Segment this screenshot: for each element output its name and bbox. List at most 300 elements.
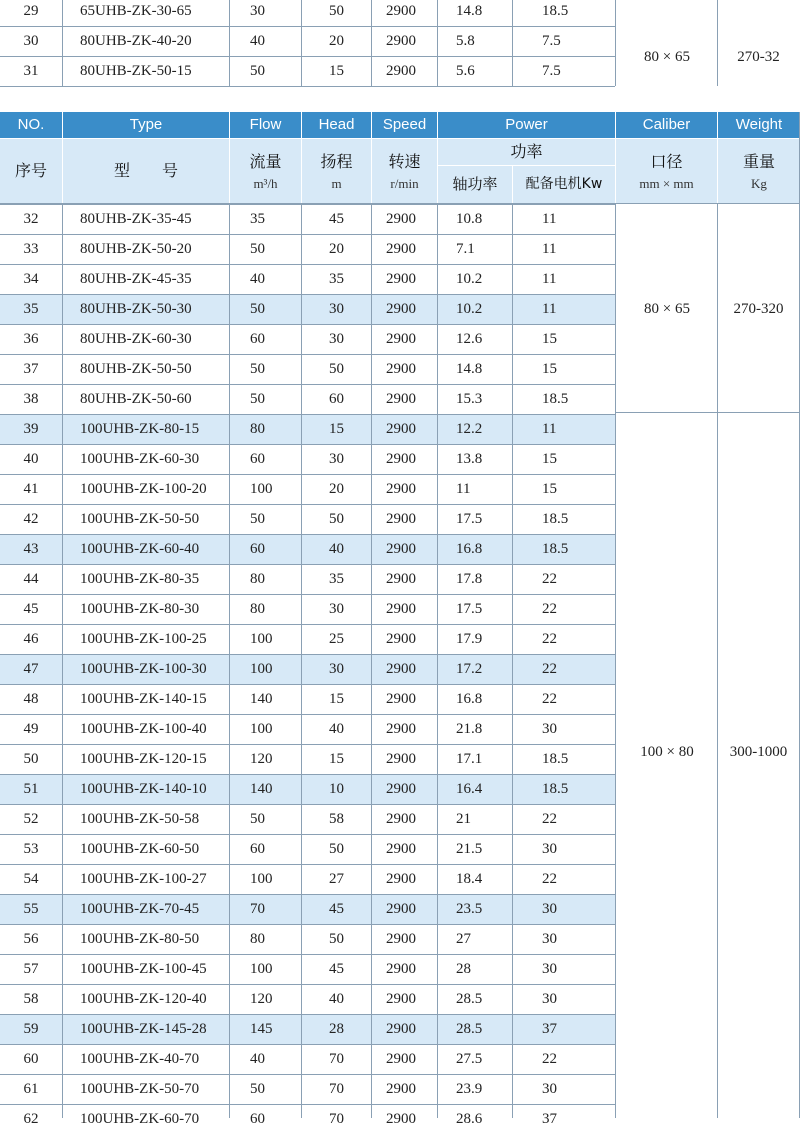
cell-motor: 22 — [542, 631, 557, 647]
cell-type: 100UHB-ZK-100-20 — [80, 481, 207, 497]
cell-type: 80UHB-ZK-50-30 — [80, 301, 192, 317]
cell-speed: 2900 — [386, 301, 416, 317]
row-divider — [0, 654, 615, 655]
cell-no: 45 — [23, 601, 39, 617]
cell-flow: 50 — [250, 301, 265, 317]
cell-motor: 18.5 — [542, 391, 569, 407]
header-caliber: Caliber — [616, 112, 717, 138]
cell-speed: 2900 — [386, 811, 416, 827]
cell-speed: 2900 — [386, 751, 416, 767]
cell-flow: 40 — [250, 1051, 265, 1067]
header-power: Power — [438, 112, 615, 138]
row-divider — [0, 294, 615, 295]
header-zh-weight: 重量 Kg — [718, 139, 800, 203]
cell-head: 40 — [329, 541, 344, 557]
row-divider — [0, 624, 615, 625]
header-flow: Flow — [230, 112, 301, 138]
cell-type: 80UHB-ZK-50-20 — [80, 241, 192, 257]
cell-motor: 30 — [542, 1081, 557, 1097]
table-row — [0, 624, 615, 654]
cell-motor: 15 — [542, 331, 557, 347]
cell-motor: 30 — [542, 961, 557, 977]
cell-shaft: 16.8 — [456, 691, 483, 707]
cell-shaft: 10.8 — [456, 211, 483, 227]
cell-flow: 100 — [250, 721, 273, 737]
row-divider — [0, 204, 615, 205]
cell-motor: 30 — [542, 991, 557, 1007]
cell-head: 40 — [329, 721, 344, 737]
table-row — [0, 204, 615, 234]
cell-no: 49 — [23, 721, 39, 737]
cell-no: 59 — [23, 1021, 39, 1037]
cell-no: 43 — [23, 541, 39, 557]
cell-head: 30 — [329, 331, 344, 347]
cell-motor: 11 — [542, 211, 557, 227]
header-zh-speed: 转速 r/min — [372, 139, 437, 203]
row-divider — [0, 924, 615, 925]
cell-speed: 2900 — [386, 661, 416, 677]
cell-head: 28 — [329, 1021, 344, 1037]
cell-speed: 2900 — [386, 391, 416, 407]
cell-speed: 2900 — [386, 511, 416, 527]
cell-motor: 15 — [542, 451, 557, 467]
cell-no: 46 — [23, 631, 39, 647]
cell-no: 29 — [23, 3, 39, 19]
cell-shaft: 17.1 — [456, 751, 483, 767]
header-zh-caliber: 口径 mm × mm — [616, 139, 717, 203]
cell-no: 34 — [23, 271, 39, 287]
cell-type: 100UHB-ZK-60-70 — [80, 1111, 200, 1127]
row-divider — [0, 384, 615, 385]
cell-head: 30 — [329, 601, 344, 617]
cell-type: 80UHB-ZK-60-30 — [80, 331, 192, 347]
cell-type: 100UHB-ZK-100-27 — [80, 871, 207, 887]
cell-type: 100UHB-ZK-140-10 — [80, 781, 207, 797]
cell-head: 27 — [329, 871, 344, 887]
cell-shaft: 28 — [456, 961, 471, 977]
cell-type: 100UHB-ZK-70-45 — [80, 901, 200, 917]
cell-type: 100UHB-ZK-40-70 — [80, 1051, 200, 1067]
cell-flow: 60 — [250, 1111, 265, 1127]
cell-speed: 2900 — [386, 541, 416, 557]
cell-head: 50 — [329, 511, 344, 527]
cell-type: 100UHB-ZK-100-25 — [80, 631, 207, 647]
table-row — [0, 264, 615, 294]
cell-head: 20 — [329, 241, 344, 257]
cell-flow: 60 — [250, 331, 265, 347]
cell-flow: 60 — [250, 451, 265, 467]
cell-speed: 2900 — [386, 421, 416, 437]
cell-speed: 2900 — [386, 63, 416, 79]
cell-shaft: 27 — [456, 931, 471, 947]
row-divider — [0, 234, 615, 235]
cell-motor: 18.5 — [542, 541, 569, 557]
cell-shaft: 15.3 — [456, 391, 483, 407]
table-row — [0, 864, 615, 894]
cell-type: 100UHB-ZK-100-30 — [80, 661, 207, 677]
table-row — [0, 564, 615, 594]
cell-head: 50 — [329, 841, 344, 857]
column-divider — [371, 204, 372, 1118]
cell-motor: 7.5 — [542, 63, 561, 79]
row-divider — [0, 444, 615, 445]
row-divider — [0, 894, 615, 895]
row-divider — [0, 864, 615, 865]
cell-head: 70 — [329, 1051, 344, 1067]
column-divider — [301, 204, 302, 1118]
row-divider — [0, 834, 615, 835]
cell-no: 42 — [23, 511, 39, 527]
header-zh-motor: 配备电机Kw — [513, 166, 615, 203]
table-row — [0, 594, 615, 624]
cell-speed: 2900 — [386, 1081, 416, 1097]
cell-speed: 2900 — [386, 3, 416, 19]
row-divider — [0, 354, 615, 355]
column-divider — [62, 204, 63, 1118]
cell-no: 56 — [23, 931, 39, 947]
cell-motor: 30 — [542, 721, 557, 737]
column-divider — [437, 204, 438, 1118]
cell-head: 58 — [329, 811, 344, 827]
cell-flow: 145 — [250, 1021, 273, 1037]
table-row — [0, 1014, 615, 1044]
column-divider — [512, 204, 513, 1118]
row-divider — [0, 534, 615, 535]
cell-no: 33 — [23, 241, 39, 257]
table-row — [0, 414, 615, 444]
row-divider — [0, 474, 615, 475]
cell-speed: 2900 — [386, 721, 416, 737]
row-divider — [0, 1014, 615, 1015]
cell-shaft: 28.6 — [456, 1111, 483, 1127]
cell-head: 30 — [329, 301, 344, 317]
cell-shaft: 18.4 — [456, 871, 483, 887]
cell-flow: 140 — [250, 781, 273, 797]
cell-shaft: 28.5 — [456, 1021, 483, 1037]
cell-motor: 18.5 — [542, 751, 569, 767]
cell-no: 60 — [23, 1051, 39, 1067]
table-row — [0, 1104, 615, 1134]
cell-shaft: 12.2 — [456, 421, 483, 437]
cell-head: 45 — [329, 901, 344, 917]
cell-shaft: 16.8 — [456, 541, 483, 557]
cell-type: 100UHB-ZK-80-15 — [80, 421, 200, 437]
cell-no: 62 — [23, 1111, 39, 1127]
header-zh-shaft: 轴功率 — [438, 166, 512, 203]
cell-head: 50 — [329, 3, 344, 19]
cell-shaft: 10.2 — [456, 301, 483, 317]
cell-speed: 2900 — [386, 901, 416, 917]
cell-shaft: 17.5 — [456, 511, 483, 527]
cell-speed: 2900 — [386, 961, 416, 977]
cell-flow: 80 — [250, 931, 265, 947]
cell-shaft: 23.5 — [456, 901, 483, 917]
cell-shaft: 21.8 — [456, 721, 483, 737]
row-divider — [615, 412, 800, 413]
cell-head: 60 — [329, 391, 344, 407]
table-row — [0, 714, 615, 744]
table-row — [0, 324, 615, 354]
cell-head: 30 — [329, 451, 344, 467]
row-divider — [0, 324, 615, 325]
cell-speed: 2900 — [386, 331, 416, 347]
cell-type: 80UHB-ZK-50-60 — [80, 391, 192, 407]
cell-motor: 11 — [542, 241, 557, 257]
cell-speed: 2900 — [386, 451, 416, 467]
row-divider — [0, 264, 615, 265]
cell-motor: 30 — [542, 841, 557, 857]
cell-head: 20 — [329, 481, 344, 497]
header-weight: Weight — [718, 112, 800, 138]
table-row — [0, 504, 615, 534]
table-row — [0, 804, 615, 834]
header-speed: Speed — [372, 112, 437, 138]
row-divider — [0, 744, 615, 745]
cell-no: 47 — [23, 661, 39, 677]
cell-no: 50 — [23, 751, 39, 767]
cell-flow: 120 — [250, 751, 273, 767]
cell-shaft: 17.2 — [456, 661, 483, 677]
cell-speed: 2900 — [386, 871, 416, 887]
cell-flow: 120 — [250, 991, 273, 1007]
top-group-caliber: 80 × 65 — [644, 49, 690, 65]
cell-motor: 11 — [542, 271, 557, 287]
cell-no: 61 — [23, 1081, 39, 1097]
cell-shaft: 17.5 — [456, 601, 483, 617]
cell-motor: 18.5 — [542, 781, 569, 797]
cell-motor: 11 — [542, 301, 557, 317]
cell-flow: 40 — [250, 271, 265, 287]
cell-no: 51 — [23, 781, 39, 797]
row-divider — [0, 1104, 615, 1105]
cell-type: 65UHB-ZK-30-65 — [80, 3, 192, 19]
cell-shaft: 16.4 — [456, 781, 483, 797]
cell-flow: 100 — [250, 631, 273, 647]
row-divider — [0, 714, 615, 715]
cell-head: 30 — [329, 661, 344, 677]
cell-shaft: 5.8 — [456, 33, 475, 49]
cell-flow: 35 — [250, 211, 265, 227]
cell-shaft: 21.5 — [456, 841, 483, 857]
cell-flow: 100 — [250, 871, 273, 887]
cell-head: 15 — [329, 421, 344, 437]
group-caliber: 100 × 80 — [640, 744, 694, 760]
row-divider — [0, 984, 615, 985]
cell-head: 15 — [329, 63, 344, 79]
cell-no: 36 — [23, 331, 39, 347]
cell-no: 57 — [23, 961, 39, 977]
cell-type: 100UHB-ZK-145-28 — [80, 1021, 207, 1037]
cell-type: 100UHB-ZK-80-50 — [80, 931, 200, 947]
cell-shaft: 11 — [456, 481, 471, 497]
group-weight: 270-320 — [733, 301, 784, 317]
table-row — [0, 1074, 615, 1104]
cell-shaft: 7.1 — [456, 241, 475, 257]
cell-motor: 30 — [542, 931, 557, 947]
row-divider — [0, 1074, 615, 1075]
cell-speed: 2900 — [386, 211, 416, 227]
cell-type: 100UHB-ZK-140-15 — [80, 691, 207, 707]
column-divider — [615, 204, 616, 1118]
cell-speed: 2900 — [386, 241, 416, 257]
row-divider — [0, 954, 615, 955]
cell-speed: 2900 — [386, 1021, 416, 1037]
top-group-weight: 270-32 — [737, 49, 780, 65]
cell-type: 100UHB-ZK-60-40 — [80, 541, 200, 557]
cell-flow: 80 — [250, 421, 265, 437]
cell-no: 52 — [23, 811, 39, 827]
cell-motor: 18.5 — [542, 511, 569, 527]
row-divider — [0, 684, 615, 685]
cell-shaft: 14.8 — [456, 361, 483, 377]
cell-speed: 2900 — [386, 361, 416, 377]
cell-motor: 37 — [542, 1111, 557, 1127]
cell-motor: 7.5 — [542, 33, 561, 49]
cell-no: 37 — [23, 361, 39, 377]
cell-type: 80UHB-ZK-50-15 — [80, 63, 192, 79]
header-zh-power: 功率 — [438, 139, 615, 165]
cell-flow: 50 — [250, 1081, 265, 1097]
table-row — [0, 984, 615, 1014]
cell-motor: 37 — [542, 1021, 557, 1037]
cell-speed: 2900 — [386, 571, 416, 587]
table-row — [0, 774, 615, 804]
cell-flow: 60 — [250, 841, 265, 857]
cell-shaft: 10.2 — [456, 271, 483, 287]
cell-motor: 22 — [542, 571, 557, 587]
header-type: Type — [63, 112, 229, 138]
cell-head: 15 — [329, 751, 344, 767]
cell-flow: 50 — [250, 391, 265, 407]
table-row — [0, 834, 615, 864]
cell-type: 100UHB-ZK-120-40 — [80, 991, 207, 1007]
cell-type: 80UHB-ZK-35-45 — [80, 211, 192, 227]
cell-speed: 2900 — [386, 601, 416, 617]
cell-flow: 50 — [250, 511, 265, 527]
cell-no: 40 — [23, 451, 39, 467]
cell-flow: 30 — [250, 3, 265, 19]
cell-speed: 2900 — [386, 691, 416, 707]
table-row — [0, 744, 615, 774]
cell-type: 100UHB-ZK-50-70 — [80, 1081, 200, 1097]
cell-head: 70 — [329, 1081, 344, 1097]
cell-motor: 15 — [542, 481, 557, 497]
cell-flow: 100 — [250, 481, 273, 497]
cell-shaft: 21 — [456, 811, 471, 827]
cell-no: 48 — [23, 691, 39, 707]
cell-head: 15 — [329, 691, 344, 707]
column-divider — [717, 204, 718, 1118]
row-divider — [0, 564, 615, 565]
cell-no: 54 — [23, 871, 39, 887]
cell-flow: 50 — [250, 361, 265, 377]
row-divider — [0, 804, 615, 805]
cell-no: 31 — [23, 63, 39, 79]
cell-motor: 18.5 — [542, 3, 569, 19]
cell-type: 100UHB-ZK-60-30 — [80, 451, 200, 467]
header-no: NO. — [0, 112, 62, 138]
header-zh-no: 序号 — [0, 139, 62, 203]
cell-speed: 2900 — [386, 931, 416, 947]
cell-motor: 30 — [542, 901, 557, 917]
cell-motor: 22 — [542, 601, 557, 617]
cell-head: 50 — [329, 931, 344, 947]
cell-flow: 100 — [250, 661, 273, 677]
cell-no: 55 — [23, 901, 39, 917]
cell-shaft: 28.5 — [456, 991, 483, 1007]
cell-speed: 2900 — [386, 841, 416, 857]
cell-no: 32 — [23, 211, 39, 227]
cell-motor: 22 — [542, 661, 557, 677]
row-divider — [0, 774, 615, 775]
cell-head: 35 — [329, 271, 344, 287]
row-divider — [0, 594, 615, 595]
cell-speed: 2900 — [386, 481, 416, 497]
cell-head: 70 — [329, 1111, 344, 1127]
cell-type: 100UHB-ZK-50-58 — [80, 811, 200, 827]
cell-head: 45 — [329, 961, 344, 977]
row-divider — [0, 414, 615, 415]
cell-flow: 50 — [250, 63, 265, 79]
cell-shaft: 13.8 — [456, 451, 483, 467]
cell-speed: 2900 — [386, 1051, 416, 1067]
table-row — [0, 894, 615, 924]
table-row — [0, 954, 615, 984]
cell-motor: 11 — [542, 421, 557, 437]
cell-shaft: 14.8 — [456, 3, 483, 19]
cell-flow: 80 — [250, 601, 265, 617]
cell-head: 35 — [329, 571, 344, 587]
table-row — [0, 354, 615, 384]
cell-head: 50 — [329, 361, 344, 377]
cell-no: 44 — [23, 571, 39, 587]
cell-flow: 70 — [250, 901, 265, 917]
cell-head: 10 — [329, 781, 344, 797]
cell-speed: 2900 — [386, 33, 416, 49]
cell-shaft: 5.6 — [456, 63, 475, 79]
cell-speed: 2900 — [386, 781, 416, 797]
group-caliber: 80 × 65 — [644, 301, 690, 317]
table-row — [0, 684, 615, 714]
cell-flow: 60 — [250, 541, 265, 557]
cell-no: 35 — [23, 301, 39, 317]
cell-motor: 15 — [542, 361, 557, 377]
cell-no: 41 — [23, 481, 39, 497]
cell-shaft: 12.6 — [456, 331, 483, 347]
row-divider — [0, 203, 800, 204]
table-row — [0, 384, 615, 414]
cell-flow: 50 — [250, 811, 265, 827]
table-row — [0, 444, 615, 474]
cell-no: 53 — [23, 841, 39, 857]
cell-no: 38 — [23, 391, 39, 407]
cell-type: 100UHB-ZK-100-45 — [80, 961, 207, 977]
cell-no: 39 — [23, 421, 39, 437]
cell-flow: 50 — [250, 241, 265, 257]
cell-head: 25 — [329, 631, 344, 647]
cell-motor: 22 — [542, 1051, 557, 1067]
cell-speed: 2900 — [386, 1111, 416, 1127]
cell-type: 80UHB-ZK-45-35 — [80, 271, 192, 287]
cell-no: 58 — [23, 991, 39, 1007]
cell-shaft: 27.5 — [456, 1051, 483, 1067]
table-row — [0, 924, 615, 954]
cell-type: 100UHB-ZK-100-40 — [80, 721, 207, 737]
cell-shaft: 23.9 — [456, 1081, 483, 1097]
table-row — [0, 654, 615, 684]
cell-shaft: 17.9 — [456, 631, 483, 647]
header-zh-flow: 流量 m³/h — [230, 139, 301, 203]
